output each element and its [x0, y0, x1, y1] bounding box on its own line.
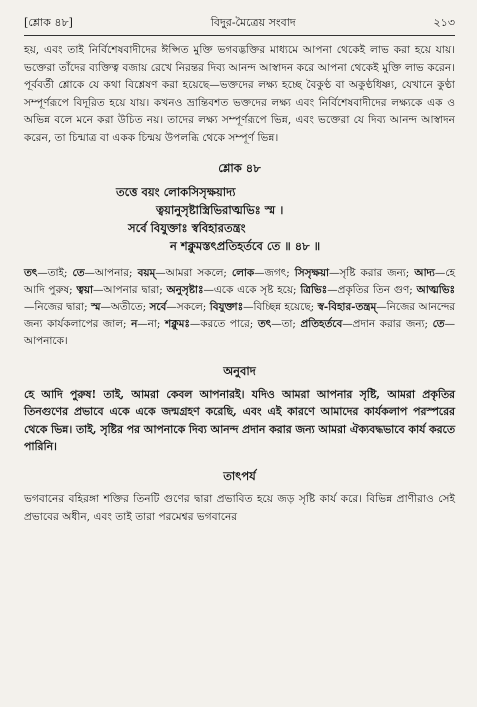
synonym-word: সিসৃক্ষয়া [294, 266, 330, 279]
synonym-meaning: —তা; [271, 318, 301, 331]
synonym-word: স্ব-বিহার-তন্ত্রম্ [317, 300, 377, 313]
verse-line: সর্বে বিযুক্তাঃ স্ববিহারতন্ত্রং [128, 220, 246, 235]
synonym-meaning: —আপনাকে। [24, 318, 455, 348]
synonym-meaning: —করতে পারে; [189, 318, 258, 331]
running-header [24, 14, 455, 32]
synonym-meaning: —আপনার; [84, 266, 138, 279]
synonym-meaning: —সৃষ্টি করার জন্য; [329, 266, 415, 279]
synonym-word: আদ্য [414, 266, 435, 279]
header-rule [24, 35, 455, 36]
synonym-meaning: —তাই; [37, 266, 73, 279]
synonym-word: ত্রিভিঃ [300, 283, 328, 296]
synonym-meaning: —নিজের দ্বারা; [24, 300, 92, 313]
synonym-meaning: —একে একে সৃষ্ট হয়ে; [203, 283, 301, 296]
verse-title: শ্লোক ৪৮ [218, 160, 261, 175]
verse-block [24, 183, 455, 255]
synonym-meaning: —জগৎ; [254, 266, 295, 279]
synonym-meaning: —প্রদান করার জন্য; [342, 318, 433, 331]
synonym-word: তৎ [257, 318, 272, 331]
synonym-word: শক্নুমঃ [164, 318, 190, 331]
synonym-word: তৎ [24, 266, 38, 279]
verse-line: ন শক্নুমস্তৎপ্রতিহর্তবে তে ॥ ৪৮ ॥ [170, 238, 321, 253]
synonym-meaning: —প্রকৃতির তিন গুণ; [327, 283, 417, 296]
purport-paragraph: ভগবানের বহিরঙ্গা শক্তির তিনটি গুণের দ্বারা প্রভাবিত হয়ে জড় সৃষ্টি কার্য করে। বিভিন্ন প্রাণীরাও সেই প্রভাবের অধীন, এবং তাই তারা পরমেশ্বর ভগবানের [24, 492, 455, 523]
verse-line: তত্তে বয়ং লোকসিসৃক্ষয়াদ্য [116, 184, 236, 199]
synonym-word: তে [72, 266, 85, 279]
synonym-word: সর্বে [149, 300, 167, 313]
synonym-word: ন [131, 318, 138, 331]
synonym-word: বয়ম্ [137, 266, 156, 279]
synonyms-paragraph [24, 265, 455, 351]
verse-line: ত্বয়ানুসৃষ্টাস্ত্রিভিরাত্মভিঃ স্ম । [156, 202, 284, 217]
synonym-word: স্ম [91, 300, 101, 313]
translation-title: অনুবাদ [223, 363, 256, 378]
purport-title: তাৎপর্য [223, 468, 256, 483]
synonym-meaning: —সকলে; [166, 300, 210, 313]
synonym-meaning: —বিচ্ছিন্ন হয়েছে; [243, 300, 318, 313]
synonym-word: আত্মভিঃ [416, 283, 455, 296]
translation-paragraph: হে আদি পুরুষ! তাই, আমরা কেবল আপনারই। যদিও আমরা আপনার সৃষ্টি, আমরা প্রকৃতির তিনগুণের প্রভাবে একে একে জন্মগ্রহণ করেছি, এবং এই কারণে আমাদের কার্যকলাপ পরস্পরের থেকে ভিন্ন। তাই, সৃষ্টির পর আপনাকে দিব্য আনন্দ প্রদান করার জন্য আমরা ঐক্যবদ্ধভাবে কার্য করতে পারিনি। [24, 387, 455, 454]
synonym-word: প্রতিহর্তবে [300, 318, 343, 331]
header-verse-ref: [শ্লোক ৪৮] [24, 16, 73, 29]
synonym-meaning: —না; [137, 318, 165, 331]
header-chapter-title: বিদুর-মৈত্রেয় সংবাদ [210, 16, 296, 29]
synonym-meaning: —আপনার দ্বারা; [93, 283, 167, 296]
synonym-meaning: —নিজের আনন্দের জন্য কার্যকলাপের জাল; [24, 300, 455, 331]
synonym-word: লোক [231, 266, 255, 279]
synonym-word: বিযুক্তাঃ [209, 300, 244, 313]
synonym-word: তে [432, 318, 445, 331]
synonym-meaning: —অতীতে; [100, 300, 150, 313]
synonym-meaning: —হে আদি পুরুষ; [24, 266, 455, 296]
intro-paragraph: হয়, এবং তাই নির্বিশেষবাদীদের ঈপ্সিত মুক্তি ভগবদ্ভক্তির মাধ্যমে আপনা থেকেই লাভ করা হয়ে যায়। ভক্তেরা তাঁদের ব্যক্তিত্ব বজায় রেখে নিরন্তর দিব্য আনন্দ আস্বাদন করে আপনা থেকেই মুক্তি লাভ করেন। পূর্ববর্তী শ্লোকে যে কথা বিশ্লেষণ করা হয়েছে—ভক্তদের লক্ষ্য হচ্ছে বৈকুণ্ঠ বা অকুণ্ঠধিষ্ণ্য, যেখানে কুণ্ঠা সম্পূর্ণরূপে বিদূরিত হয়ে যায়। কখনও ভ্রান্তিবশত ভক্তদের লক্ষ্য এবং নির্বিশেষবাদীদের লক্ষ্যকে এক ও অভিন্ন বলে মনে করা উচিত নয়। তাদের লক্ষ্য সম্পূর্ণরূপে ভিন্ন, এবং ভক্তেরা যে দিব্য আনন্দ আস্বাদন করেন, তা চিন্মাত্র বা একক চিন্ময় উপলব্ধি থেকে সম্পূর্ণ ভিন্ন। [24, 44, 455, 144]
header-page-number: ২১৩ [433, 16, 455, 29]
synonym-word: অনুসৃষ্টাঃ [166, 283, 204, 296]
synonym-word: ত্বয়া [76, 283, 94, 296]
synonym-meaning: —আমরা সকলে; [155, 266, 232, 279]
